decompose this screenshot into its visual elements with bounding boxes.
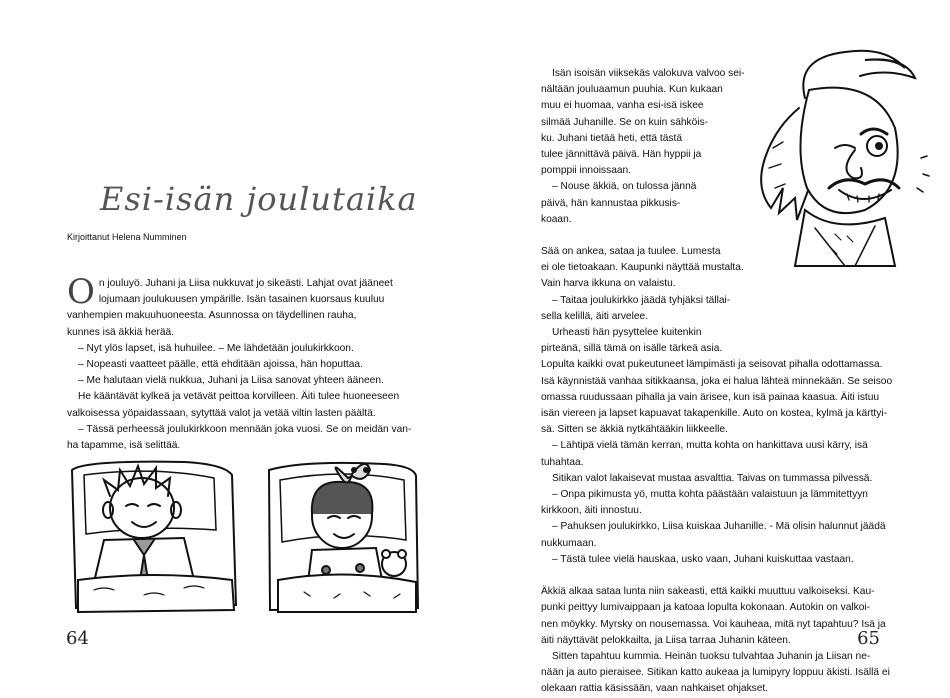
text-line: Sää on ankea, sataa ja tuulee. Lumesta	[541, 246, 721, 258]
text-line: Urheasti hän pysyttelee kuitenkin	[552, 327, 702, 339]
text-line: Lopulta kaikki ovat pukeutuneet lämpimästi ja seisovat pihalla odottamassa.	[541, 359, 883, 371]
paragraph-gap	[541, 568, 901, 584]
text-line: Sitikan valot lakaisevat mustaa asvalttia. Taivas on tummassa pilvessä.	[552, 472, 873, 484]
text-line: nen möykky. Myrsky on nousemassa. Voi kauheaa, mitä nyt tapahtuu? Isä ja	[541, 618, 886, 630]
story-title: Esi-isän joulutaika	[100, 180, 418, 218]
text-line: – Me halutaan vielä nukkua, Juhani ja Liisa sanovat yhteen ääneen.	[78, 375, 384, 387]
text-line: isän viereen ja lapset kapuavat takapenkille. Auto on kostea, kylmä ja kärttyi-	[541, 408, 887, 420]
text-line: – Pahuksen joulukirkko, Liisa kuiskaa Juhanille. - Mä olisin halunnut jäädä	[552, 521, 886, 533]
text-line: tuhahtaa.	[541, 456, 584, 468]
text-line: tulee jännittävä päivä. Hän hyppii ja	[541, 149, 702, 161]
text-line: valkoisessa yöpaidassaan, sytyttää valot ja vetää viltin lasten päältä.	[67, 407, 376, 419]
text-line: Vain harva ikkuna on valaistu.	[541, 278, 676, 290]
page-number-left: 64	[66, 628, 89, 649]
text-line: koaan.	[541, 213, 572, 225]
text-line: Äkkiä alkaa sataa lunta niin sakeasti, että kaikki muuttuu valkoiseksi. Kau-	[541, 586, 875, 598]
text-line: pirteänä, sillä tämä on isälle tärkeä asia.	[541, 343, 723, 355]
right-body-text	[541, 66, 901, 698]
text-line: – Tässä perheessä joulukirkkoon mennään joka vuosi. Se on meidän van-	[78, 423, 412, 435]
text-line: silmää Juhanille. Se on kuin sähköis-	[541, 116, 709, 128]
sleeping-children-illustration	[64, 430, 424, 620]
page-number-right: 65	[857, 628, 880, 649]
text-line: He kääntävät kylkeä ja vetävät peittoa korvilleen. Äiti tulee huoneeseen	[78, 391, 400, 403]
paragraph-gap	[541, 228, 901, 244]
text-line: ei ole tietoakaan. Kaupunki näyttää mustalta.	[541, 262, 744, 274]
text-line: – Lähtipä vielä tämän kerran, mutta kohta on hankittava uusi kärry, isä	[552, 440, 868, 452]
text-line: nältään jouluaamun puuhia. Kun kukaan	[541, 84, 723, 96]
text-line: – Nouse äkkiä, on tulossa jännä	[552, 181, 697, 193]
text-line: sella kelillä, äiti arvelee.	[541, 310, 649, 322]
text-line: lojumaan joulukuusen ympärille. Isän tasainen kuorsaus kuuluu	[98, 294, 385, 306]
text-line: Isän isoisän viiksekäs valokuva valvoo sei-	[552, 68, 745, 79]
text-line: – Nyt ylös lapset, isä huhuilee. – Me lähdetään joulukirkkoon.	[78, 342, 354, 354]
text-line: olekaan rattia käsissään, vaan nahkaiset ohjakset.	[541, 683, 769, 695]
author-credit: Kirjoittanut Helena Numminen	[67, 232, 187, 242]
text-line: Isä käynnistää vanhaa sitikkaansa, joka ei halua lähteä minnekään. Se seisoo	[541, 375, 893, 387]
text-line: – Onpa pikimusta yö, mutta kohta päästään valaistuun ja lämmitettyyn	[552, 489, 868, 501]
left-page	[0, 0, 475, 679]
text-line: omassa ruudussaan pihalla ja vain ärisee, kun isä painaa kaasua. Äiti istuu	[541, 391, 880, 403]
text-line: nään ja auto pieraisee. Sitikan katto aukeaa ja lumipyry loppuu äkisti. Isällä ei	[541, 667, 890, 679]
text-line: ha tapamme, isä selittää.	[67, 440, 181, 452]
text-line: – Nopeasti vaatteet päälle, että ehditään ajoissa, hän hoputtaa.	[78, 359, 363, 371]
text-line: nukkumaan.	[541, 537, 597, 549]
text-line: äiti näyttävät pelokkailta, ja Liisa tarraa Juhanin käteen.	[541, 634, 791, 646]
text-line: – Tästä tulee vielä hauskaa, usko vaan, Juhani kuiskuttaa vastaan.	[552, 553, 854, 565]
text-line: – Taitaa joulukirkko jäädä tyhjäksi tällai-	[552, 294, 731, 306]
text-line: muu ei huomaa, vanha esi-isä iskee	[541, 100, 704, 112]
drop-cap: O	[67, 272, 95, 312]
text-line: pomppii innoissaan.	[541, 165, 632, 177]
text-line: kunnes isä äkkiä herää.	[67, 326, 175, 338]
text-line: Sitten tapahtuu kummia. Heinän tuoksu tulvahtaa Juhanin ja Liisan ne-	[552, 650, 871, 662]
text-line: sä. Sitten se äkkiä nytkähtääkin liikkeelle.	[541, 424, 728, 436]
text-line: kirkkoon, äiti innostuu.	[541, 505, 642, 517]
text-line: päivä, hän kannustaa pikkusis-	[541, 197, 681, 209]
text-line: vanhempien makuuhuoneesta. Asunnossa on täydellinen rauha,	[67, 310, 357, 322]
left-body-text	[67, 272, 427, 454]
text-line: punki peittyy lumivaippaan ja katoaa lopulta kokonaan. Autokin on valkoi-	[541, 602, 871, 614]
right-page	[475, 0, 950, 695]
text-line: n jouluyö. Juhani ja Liisa nukkuvat jo sikeästi. Lahjat ovat jääneet	[98, 278, 393, 289]
text-line: ku. Juhani tietää heti, että tästä	[541, 132, 683, 144]
